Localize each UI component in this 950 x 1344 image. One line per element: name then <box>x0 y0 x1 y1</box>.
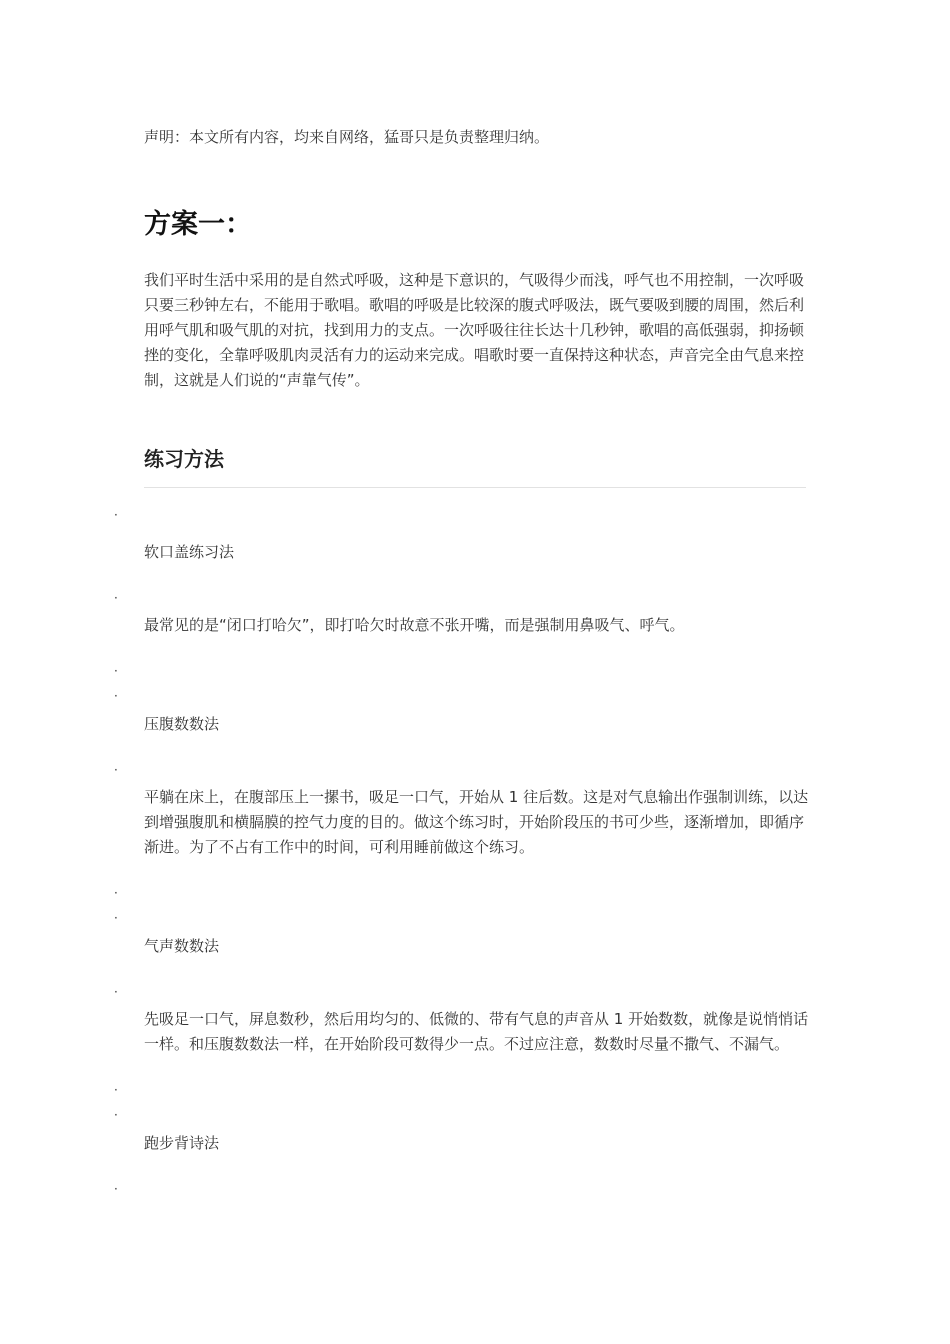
method-description: 最常见的是“闭口打哈欠”，即打哈欠时故意不张开嘴，而是强制用鼻吸气、呼气。 <box>144 616 685 634</box>
list-bullet: · <box>114 1083 118 1097</box>
intro-paragraph: 我们平时生活中采用的是自然式呼吸，这种是下意识的，气吸得少而浅，呼气也不用控制，一次呼吸只要三秒钟左右，不能用于歌唱。歌唱的呼吸是比较深的腹式呼吸法，既气要吸到腰的周围，然后利用呼气肌和吸气肌的对抗，找到用力的支点。一次呼吸往往长达十几秒钟，歌唱的高低强弱，抑扬顿挫的变化，全靠呼吸肌肉灵活有力的运动来完成。唱歌时要一直保持这种状态，声音完全由气息来控制，这就是人们说的“声靠气传”。 <box>144 271 805 389</box>
method-title: 气声数数法 <box>144 937 220 955</box>
list-bullet: · <box>114 911 118 925</box>
list-bullet: · <box>114 1182 118 1196</box>
method-description: 平躺在床上，在腹部压上一摞书，吸足一口气，开始从 1 往后数。这是对气息输出作强制训练，以达到增强腹肌和横膈膜的控气力度的目的。做这个练习时，开始阶段压的书可少些，逐渐增加，即循序渐进。为了不占有工作中的时间，可利用睡前做这个练习。 <box>144 788 809 856</box>
list-bullet: · <box>114 886 118 900</box>
list-bullet: · <box>114 591 118 605</box>
method-title: 跑步背诗法 <box>144 1134 220 1152</box>
list-bullet: · <box>114 689 118 703</box>
list-bullet: · <box>114 763 118 777</box>
list-bullet: · <box>114 1108 118 1122</box>
method-title: 压腹数数法 <box>144 715 220 733</box>
method-title: 软口盖练习法 <box>144 543 235 561</box>
heading-divider <box>144 487 806 488</box>
notice: 声明：本文所有内容，均来自网络，猛哥只是负责整理归纳。 <box>144 128 550 146</box>
list-bullet: · <box>114 664 118 678</box>
heading-plan-one: 方案一： <box>144 209 252 240</box>
method-description: 先吸足一口气，屏息数秒，然后用均匀的、低微的、带有气息的声音从 1 开始数数，就像是说悄悄话一样。和压腹数数法一样，在开始阶段可数得少一点。不过应注意，数数时尽量不撒气、不漏气。 <box>144 1010 809 1053</box>
heading-practice-methods: 练习方法 <box>144 447 224 471</box>
list-bullet: · <box>114 508 118 522</box>
list-bullet: · <box>114 985 118 999</box>
